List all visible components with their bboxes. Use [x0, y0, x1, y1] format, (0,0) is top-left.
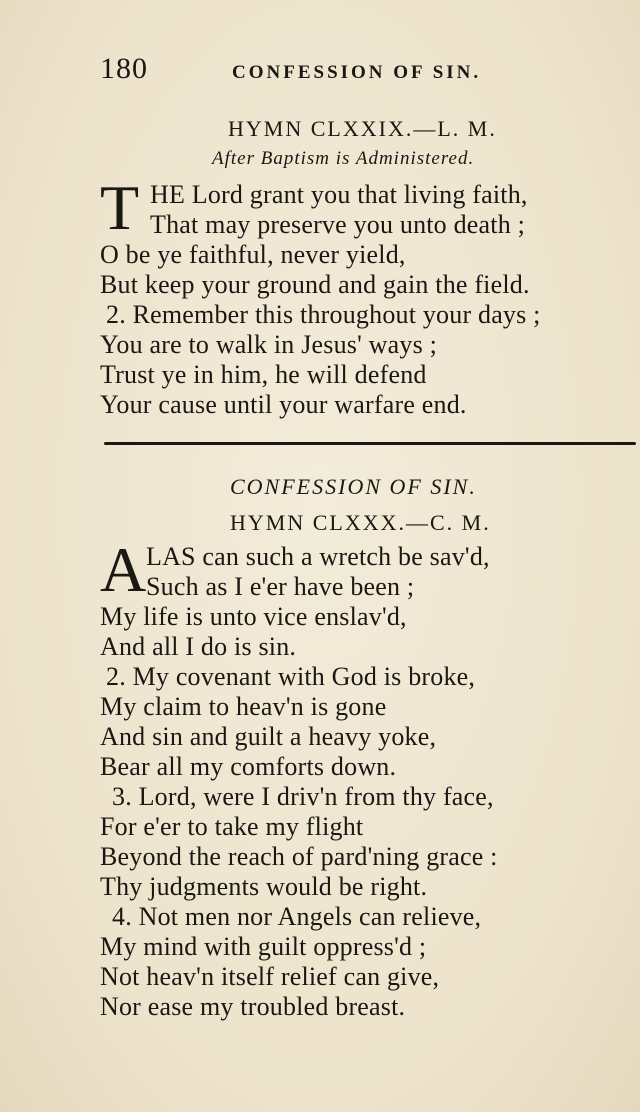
hymn-180-drop-cap: A — [100, 534, 147, 605]
verse-line: HE Lord grant you that living faith, — [150, 180, 528, 209]
verse-line: 2. Remember this throughout your days ; — [106, 300, 541, 329]
verse-line: And sin and guilt a heavy yoke, — [100, 722, 437, 751]
hymn-179-drop-cap: T — [100, 172, 140, 243]
verse-line: Such as I e'er have been ; — [146, 572, 415, 601]
verse-line: And all I do is sin. — [100, 632, 297, 661]
verse-line: Thy judgments would be right. — [100, 872, 428, 901]
verse-line: Bear all my comforts down. — [100, 752, 397, 781]
page-number: 180 — [100, 52, 148, 85]
verse-line: For e'er to take my flight — [100, 812, 364, 841]
verse-line: Nor ease my troubled breast. — [100, 992, 406, 1021]
verse-line: 2. My covenant with God is broke, — [106, 662, 476, 691]
verse-line: My claim to heav'n is gone — [100, 692, 387, 721]
section-divider — [104, 442, 636, 445]
verse-line: You are to walk in Jesus' ways ; — [100, 330, 438, 359]
running-head — [100, 52, 620, 88]
verse-line: Not heav'n itself relief can give, — [100, 962, 440, 991]
hymn-179-heading: HYMN CLXXIX.—L. M. — [228, 116, 497, 141]
verse-line: Beyond the reach of pard'ning grace : — [100, 842, 498, 871]
verse-line: That may preserve you unto death ; — [150, 210, 526, 239]
verse-line: LAS can such a wretch be sav'd, — [146, 542, 490, 571]
verse-line: 4. Not men nor Angels can relieve, — [112, 902, 482, 931]
hymn-180-heading: HYMN CLXXX.—C. M. — [230, 510, 491, 535]
verse-line: Trust ye in him, he will defend — [100, 360, 427, 389]
section-title: CONFESSION OF SIN. — [230, 474, 477, 499]
running-title: CONFESSION OF SIN. — [232, 62, 482, 83]
verse-line: My mind with guilt oppress'd ; — [100, 932, 427, 961]
verse-line: But keep your ground and gain the field. — [100, 270, 530, 299]
verse-line: Your cause until your warfare end. — [100, 390, 467, 419]
verse-line: O be ye faithful, never yield, — [100, 240, 406, 269]
verse-line: 3. Lord, were I driv'n from thy face, — [112, 782, 494, 811]
hymn-179-occasion: After Baptism is Administered. — [212, 148, 475, 169]
verse-line: My life is unto vice enslav'd, — [100, 602, 407, 631]
